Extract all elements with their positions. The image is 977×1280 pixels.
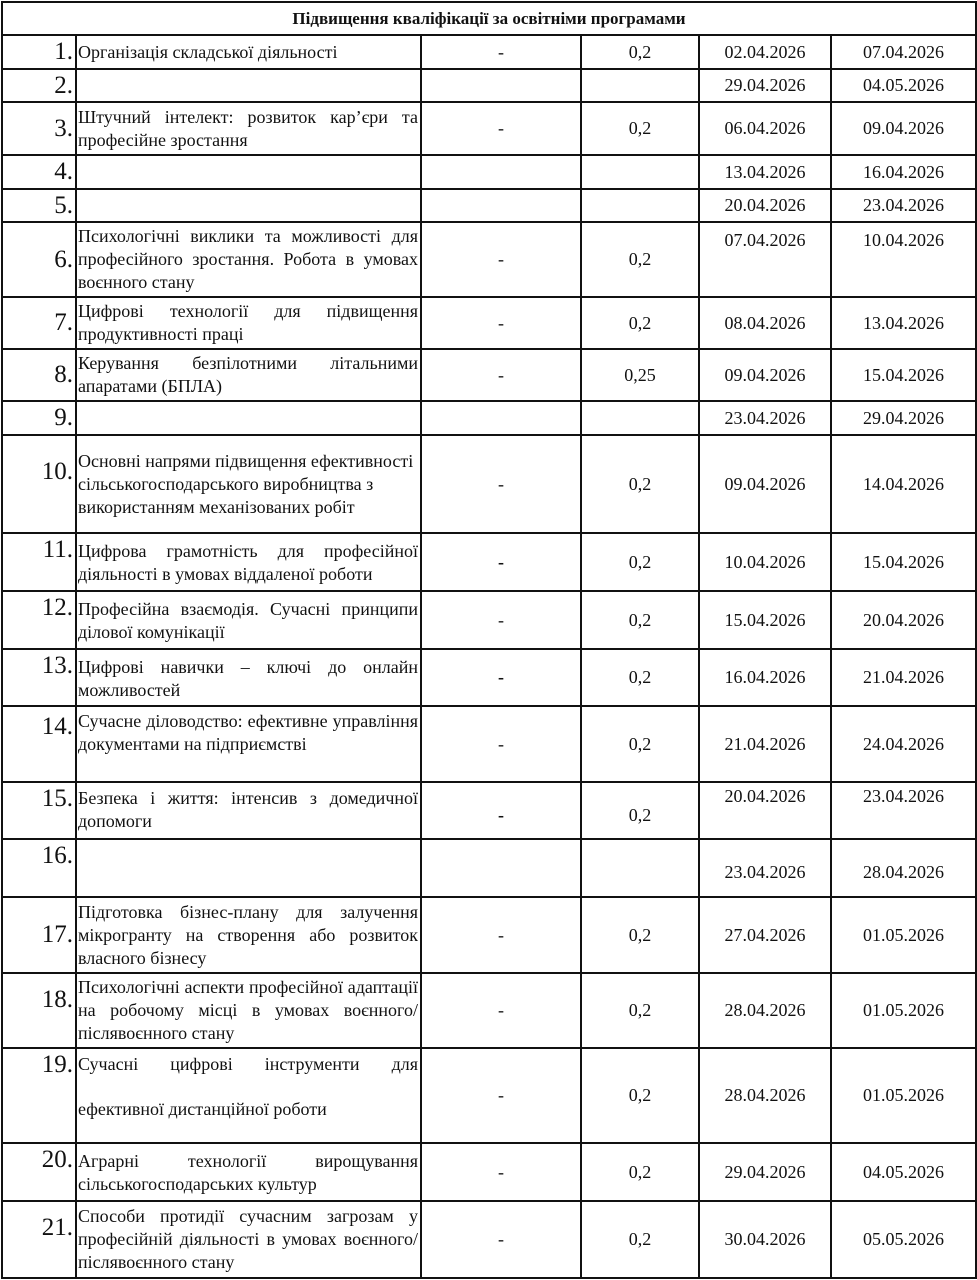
program-dash: - [421, 782, 581, 839]
program-title: Організація складської діяльності [76, 35, 421, 69]
start-date: 16.04.2026 [699, 649, 831, 706]
program-hours: 0,2 [581, 297, 699, 349]
start-date: 08.04.2026 [699, 297, 831, 349]
program-dash [421, 839, 581, 897]
end-date: 21.04.2026 [831, 649, 976, 706]
start-date: 13.04.2026 [699, 155, 831, 189]
start-date: 07.04.2026 [699, 222, 831, 297]
table-row [2, 435, 976, 533]
row-number: 11. [2, 533, 76, 591]
program-hours: 0,2 [581, 706, 699, 782]
end-date: 23.04.2026 [831, 189, 976, 222]
end-date: 01.05.2026 [831, 973, 976, 1048]
row-number: 15. [2, 782, 76, 839]
table-row [2, 897, 976, 973]
table-row [2, 973, 976, 1048]
table-row [2, 591, 976, 649]
program-title [76, 401, 421, 435]
end-date: 15.04.2026 [831, 349, 976, 401]
start-date: 27.04.2026 [699, 897, 831, 973]
end-date: 29.04.2026 [831, 401, 976, 435]
program-dash [421, 189, 581, 222]
row-number: 14. [2, 706, 76, 782]
program-hours: 0,2 [581, 1201, 699, 1278]
program-hours: 0,2 [581, 1048, 699, 1143]
program-dash: - [421, 1201, 581, 1278]
program-hours: 0,2 [581, 782, 699, 839]
end-date: 13.04.2026 [831, 297, 976, 349]
table-row [2, 706, 976, 782]
program-hours: 0,2 [581, 897, 699, 973]
program-hours: 0,2 [581, 102, 699, 155]
row-number: 9. [2, 401, 76, 435]
program-dash: - [421, 973, 581, 1048]
start-date: 20.04.2026 [699, 189, 831, 222]
program-title: Психологічні аспекти професійної адаптації на робочому місці в умовах воєнного/післявоєнного стану [76, 973, 421, 1048]
program-dash: - [421, 35, 581, 69]
end-date: 04.05.2026 [831, 1143, 976, 1201]
table-row [2, 189, 976, 222]
row-number: 19. [2, 1048, 76, 1143]
row-number: 20. [2, 1143, 76, 1201]
section-title: Підвищення кваліфікації за освітніми програмами [2, 2, 976, 35]
program-title: Підготовка бізнес-плану для залучення мікрогранту на створення або розвиток власного бізнесу [76, 897, 421, 973]
program-dash: - [421, 649, 581, 706]
start-date: 23.04.2026 [699, 839, 831, 897]
program-dash: - [421, 102, 581, 155]
start-date: 06.04.2026 [699, 102, 831, 155]
program-title: Цифрові навички – ключі до онлайн можливостей [76, 649, 421, 706]
program-title: Професійна взаємодія. Сучасні принципи ділової комунікації [76, 591, 421, 649]
program-dash: - [421, 349, 581, 401]
start-date: 02.04.2026 [699, 35, 831, 69]
program-title: Керування безпілотними літальними апаратами (БПЛА) [76, 349, 421, 401]
table-row [2, 782, 976, 839]
program-title-line: Сучасні цифрові інструменти для [78, 1054, 418, 1074]
program-title: Цифрові технології для підвищення продуктивності праці [76, 297, 421, 349]
program-title: Психологічні виклики та можливості для професійного зростання. Робота в умовах воєнного стану [76, 222, 421, 297]
program-hours: 0,2 [581, 649, 699, 706]
row-number: 17. [2, 897, 76, 973]
program-title: Цифрова грамотність для професійної діяльності в умовах віддаленої роботи [76, 533, 421, 591]
table-header-row [2, 2, 976, 35]
program-dash: - [421, 1048, 581, 1143]
table-row [2, 1048, 976, 1143]
end-date: 05.05.2026 [831, 1201, 976, 1278]
program-hours [581, 401, 699, 435]
program-hours: 0,2 [581, 35, 699, 69]
start-date: 15.04.2026 [699, 591, 831, 649]
row-number: 18. [2, 973, 76, 1048]
row-number: 10. [2, 435, 76, 533]
program-title [76, 839, 421, 897]
start-date: 09.04.2026 [699, 349, 831, 401]
table-row [2, 1201, 976, 1278]
row-number: 5. [2, 189, 76, 222]
program-dash: - [421, 222, 581, 297]
start-date: 28.04.2026 [699, 1048, 831, 1143]
table-row [2, 155, 976, 189]
end-date: 10.04.2026 [831, 222, 976, 297]
table-row [2, 839, 976, 897]
program-dash [421, 401, 581, 435]
program-dash: - [421, 1143, 581, 1201]
program-hours: 0,2 [581, 533, 699, 591]
row-number: 13. [2, 649, 76, 706]
program-hours: 0,2 [581, 973, 699, 1048]
table-row [2, 1143, 976, 1201]
start-date: 20.04.2026 [699, 782, 831, 839]
row-number: 2. [2, 69, 76, 102]
program-title [76, 189, 421, 222]
table-row [2, 297, 976, 349]
table-row [2, 102, 976, 155]
program-hours [581, 155, 699, 189]
table-row [2, 401, 976, 435]
program-title: Безпека і життя: інтенсив з домедичної допомоги [76, 782, 421, 839]
table-row [2, 35, 976, 69]
row-number: 1. [2, 35, 76, 69]
row-number: 16. [2, 839, 76, 897]
end-date: 24.04.2026 [831, 706, 976, 782]
program-dash: - [421, 533, 581, 591]
end-date: 01.05.2026 [831, 897, 976, 973]
program-dash: - [421, 897, 581, 973]
row-number: 7. [2, 297, 76, 349]
program-title: Аграрні технології вирощування сільськогосподарських культур [76, 1143, 421, 1201]
program-title-line: ефективної дистанційної роботи [78, 1099, 327, 1119]
program-hours: 0,25 [581, 349, 699, 401]
program-dash: - [421, 706, 581, 782]
end-date: 16.04.2026 [831, 155, 976, 189]
program-title [76, 69, 421, 102]
start-date: 21.04.2026 [699, 706, 831, 782]
program-title: Сучасне діловодство: ефективне управління документами на підприємстві [76, 706, 421, 782]
start-date: 29.04.2026 [699, 69, 831, 102]
row-number: 6. [2, 222, 76, 297]
row-number: 4. [2, 155, 76, 189]
program-title [76, 155, 421, 189]
start-date: 23.04.2026 [699, 401, 831, 435]
start-date: 30.04.2026 [699, 1201, 831, 1278]
row-number: 12. [2, 591, 76, 649]
program-hours [581, 189, 699, 222]
program-title [76, 1048, 421, 1143]
program-dash [421, 69, 581, 102]
start-date: 28.04.2026 [699, 973, 831, 1048]
start-date: 10.04.2026 [699, 533, 831, 591]
program-hours [581, 69, 699, 102]
row-number: 21. [2, 1201, 76, 1278]
end-date: 23.04.2026 [831, 782, 976, 839]
end-date: 04.05.2026 [831, 69, 976, 102]
program-dash: - [421, 435, 581, 533]
start-date: 09.04.2026 [699, 435, 831, 533]
program-hours: 0,2 [581, 222, 699, 297]
program-title: Штучний інтелект: розвиток кар’єри та професійне зростання [76, 102, 421, 155]
table-row [2, 649, 976, 706]
program-dash [421, 155, 581, 189]
program-dash: - [421, 297, 581, 349]
end-date: 15.04.2026 [831, 533, 976, 591]
start-date: 29.04.2026 [699, 1143, 831, 1201]
end-date: 09.04.2026 [831, 102, 976, 155]
program-hours: 0,2 [581, 1143, 699, 1201]
program-hours: 0,2 [581, 591, 699, 649]
end-date: 01.05.2026 [831, 1048, 976, 1143]
end-date: 28.04.2026 [831, 839, 976, 897]
table-row [2, 533, 976, 591]
program-hours [581, 839, 699, 897]
program-title: Основні напрями підвищення ефективності сільськогосподарського виробництва з використанням механізованих робіт [76, 435, 421, 533]
program-title: Способи протидії сучасним загрозам у професійній діяльності в умовах воєнного/післявоєнного стану [76, 1201, 421, 1278]
end-date: 07.04.2026 [831, 35, 976, 69]
end-date: 20.04.2026 [831, 591, 976, 649]
program-hours: 0,2 [581, 435, 699, 533]
end-date: 14.04.2026 [831, 435, 976, 533]
table-row [2, 222, 976, 297]
row-number: 3. [2, 102, 76, 155]
table-row [2, 69, 976, 102]
program-dash: - [421, 591, 581, 649]
row-number: 8. [2, 349, 76, 401]
table-row [2, 349, 976, 401]
programs-table [1, 1, 977, 1279]
